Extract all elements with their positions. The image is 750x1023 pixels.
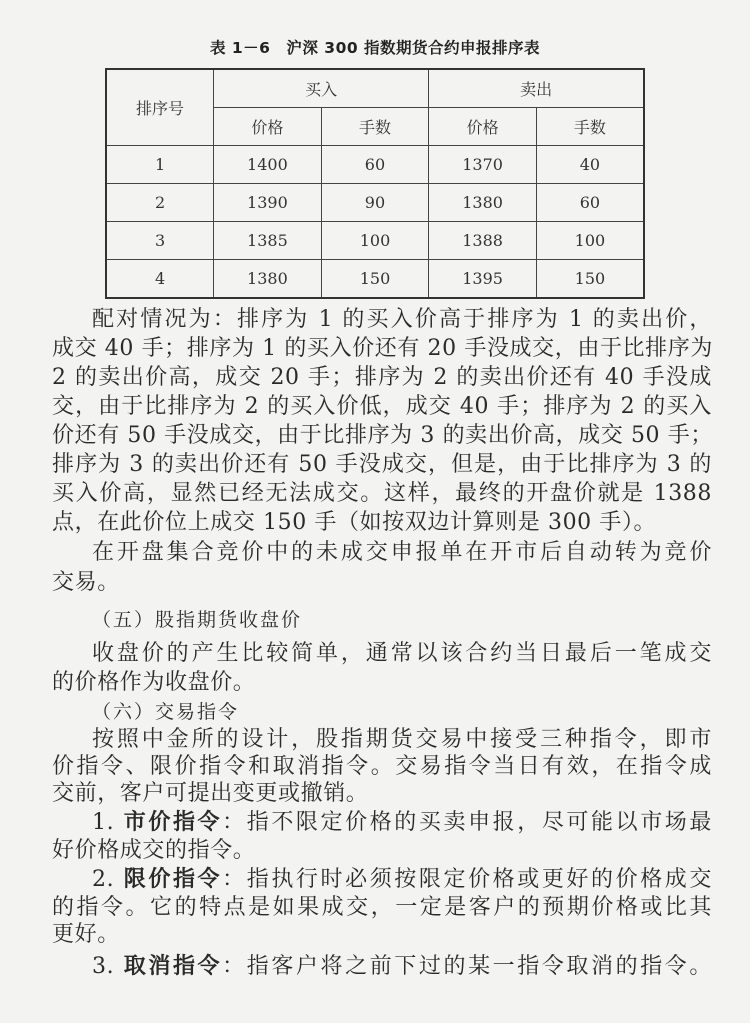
- paragraph-line: 排序为 3 的卖出价还有 50 手没成交，但是，由于比排序为 3 的: [52, 452, 712, 477]
- cell-buy-price: 1400: [214, 146, 322, 184]
- paragraph-line: 配对情况为：排序为 1 的买入价高于排序为 1 的卖出价，: [92, 307, 712, 332]
- table-row: [106, 260, 644, 299]
- paragraph-line: 更好。: [52, 922, 120, 947]
- table-row: [106, 184, 644, 222]
- cell-buy-price: 1390: [214, 184, 322, 222]
- list-item-limit-order: [92, 866, 712, 894]
- item-term: 市价指令: [123, 810, 223, 835]
- header-buy-price: 价格: [214, 108, 322, 146]
- header-rank: 排序号: [106, 69, 214, 146]
- cell-rank: 3: [106, 222, 214, 260]
- table-row: [106, 146, 644, 184]
- cell-buy-qty: 60: [321, 146, 429, 184]
- item-text: ：指执行时必须按限定价格或更好的价格成交: [222, 867, 712, 892]
- cell-sell-qty: 40: [536, 146, 644, 184]
- list-item-cancel-order: [92, 953, 712, 981]
- paragraph-line: 交易。: [52, 570, 120, 595]
- cell-buy-qty: 90: [321, 184, 429, 222]
- cell-sell-price: 1395: [429, 260, 537, 299]
- paragraph-line: 收盘价的产生比较简单，通常以该合约当日最后一笔成交: [92, 641, 712, 666]
- item-text: ：指不限定价格的买卖申报，尽可能以市场最: [222, 810, 712, 835]
- cell-buy-qty: 100: [321, 222, 429, 260]
- cell-rank: 2: [106, 184, 214, 222]
- paragraph-line: 交，由于比排序为 2 的买入价低，成交 40 手；排序为 2 的买入: [52, 394, 712, 419]
- section-heading-5: （五）股指期货收盘价: [92, 609, 303, 631]
- paragraph-line: 2 的卖出价高，成交 20 手；排序为 2 的卖出价还有 40 手没成: [52, 365, 712, 390]
- item-text: ：指客户将之前下过的某一指令取消的指令。: [222, 954, 712, 979]
- header-sell-price: 价格: [429, 108, 537, 146]
- cell-buy-price: 1380: [214, 260, 322, 299]
- cell-sell-price: 1380: [429, 184, 537, 222]
- order-ranking-table: [105, 68, 645, 299]
- cell-sell-qty: 150: [536, 260, 644, 299]
- section-heading-6: （六）交易指令: [92, 701, 240, 723]
- cell-rank: 4: [106, 260, 214, 299]
- paragraph-line: 价指令、限价指令和取消指令。交易指令当日有效，在指令成: [52, 754, 712, 779]
- item-number: 3.: [92, 954, 124, 979]
- cell-sell-price: 1370: [429, 146, 537, 184]
- paragraph-line: 价还有 50 手没成交，由于比排序为 3 的卖出价高，成交 50 手；: [52, 423, 713, 448]
- item-term: 取消指令: [123, 954, 223, 979]
- paragraph-line: 的价格作为收盘价。: [52, 670, 256, 695]
- table-row: [106, 222, 644, 260]
- paragraph-line: 点，在此价位上成交 150 手（如按双边计算则是 300 手）。: [52, 510, 657, 535]
- cell-rank: 1: [106, 146, 214, 184]
- paragraph-line: 交前，客户可提出变更或撤销。: [52, 781, 369, 806]
- cell-sell-qty: 60: [536, 184, 644, 222]
- item-term: 限价指令: [123, 867, 223, 892]
- paragraph-line: 成交 40 手；排序为 1 的买入价还有 20 手没成交，由于比排序为: [52, 336, 713, 361]
- item-number: 2.: [92, 867, 124, 892]
- paragraph-line: 的指令。它的特点是如果成交，一定是客户的预期价格或比其: [52, 895, 712, 920]
- header-buy-qty: 手数: [321, 108, 429, 146]
- item-number: 1.: [92, 810, 124, 835]
- header-buy: 买入: [214, 69, 429, 108]
- cell-sell-qty: 100: [536, 222, 644, 260]
- list-item-market-order: [92, 809, 712, 837]
- paragraph-line: 好价格成交的指令。: [52, 838, 256, 863]
- cell-sell-price: 1388: [429, 222, 537, 260]
- header-sell-qty: 手数: [536, 108, 644, 146]
- cell-buy-price: 1385: [214, 222, 322, 260]
- cell-buy-qty: 150: [321, 260, 429, 299]
- table-caption: 表 1－6 沪深 300 指数期货合约申报排序表: [209, 39, 541, 57]
- paragraph-line: 在开盘集合竞价中的未成交申报单在开市后自动转为竞价: [92, 540, 712, 565]
- header-sell: 卖出: [429, 69, 644, 108]
- paragraph-line: 按照中金所的设计，股指期货交易中接受三种指令，即市: [92, 727, 712, 752]
- paragraph-line: 买入价高，显然已经无法成交。这样，最终的开盘价就是 1388: [52, 481, 712, 506]
